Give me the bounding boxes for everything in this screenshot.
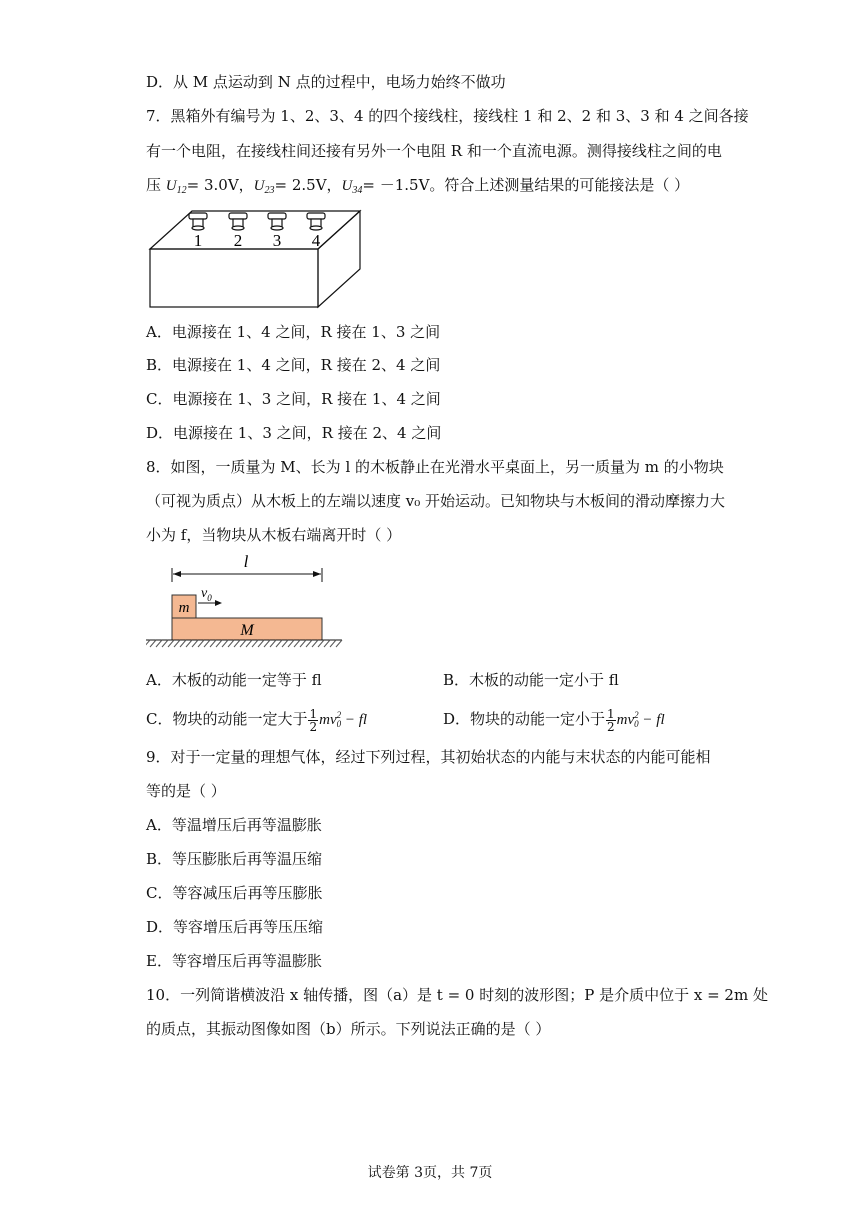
box-side-face bbox=[318, 211, 360, 307]
terminal-label-1: 1 bbox=[193, 231, 203, 250]
q8-option-c[interactable]: C．物块的动能一定大于 $\frac{1}{2}$ mv 2 0 − fl bbox=[146, 706, 368, 734]
black-box-figure bbox=[146, 205, 366, 313]
one-half-fraction: $\frac{1}{2}$ bbox=[309, 706, 318, 734]
q8-option-c-text: C．物块的动能一定大于 bbox=[146, 710, 308, 728]
u34-subscript: 34 bbox=[352, 185, 363, 196]
q8-stem-line-3: 小为 f，当物块从木板右端离开时（ ） bbox=[146, 526, 402, 544]
u12-subscript: 12 bbox=[176, 185, 187, 196]
q7-prefix: 压 bbox=[146, 176, 166, 194]
u12-symbol: U bbox=[165, 178, 177, 194]
q7-option-a[interactable]: A．电源接在 1、4 之间，R 接在 1、3 之间 bbox=[146, 323, 441, 341]
u34-symbol: U bbox=[341, 178, 353, 194]
terminal-post-4 bbox=[307, 213, 325, 230]
q7-option-d[interactable]: D．电源接在 1、3 之间，R 接在 2、4 之间 bbox=[146, 424, 442, 442]
terminal-post-2 bbox=[229, 213, 247, 230]
u12-value: = 3.0V， bbox=[186, 176, 254, 194]
terminal-label-2: 2 bbox=[233, 231, 243, 250]
one-half-fraction: $\frac{1}{2}$ bbox=[607, 706, 615, 734]
terminal-post-3 bbox=[268, 213, 286, 230]
u23-subscript: 23 bbox=[264, 185, 275, 196]
page-footer: 试卷第 3页，共 7页 bbox=[367, 1165, 493, 1181]
q8-option-d-text: D．物块的动能一定小于 bbox=[443, 710, 606, 728]
terminal-label-4: 4 bbox=[311, 231, 321, 250]
q9-option-a[interactable]: A．等温增压后再等温膨胀 bbox=[146, 816, 322, 834]
q8-option-a[interactable]: A．木板的动能一定等于 fl bbox=[146, 671, 322, 689]
board-label: M bbox=[240, 622, 254, 639]
q8-option-b[interactable]: B．木板的动能一定小于 fl bbox=[443, 671, 619, 689]
table-hatching bbox=[146, 640, 342, 647]
q8-stem-line-1: 8．如图，一质量为 M、长为 l 的木板静止在光滑水平桌面上，另一质量为 m 的小物块 bbox=[146, 458, 724, 476]
q9-option-b[interactable]: B．等压膨胀后再等温压缩 bbox=[146, 850, 323, 868]
block-label: m bbox=[178, 600, 190, 616]
q7-option-c[interactable]: C．电源接在 1、3 之间，R 接在 1、4 之间 bbox=[146, 390, 441, 408]
q7-stem-line-3 bbox=[146, 175, 689, 201]
q9-option-e[interactable]: E．等容增压后再等温膨胀 bbox=[146, 952, 322, 970]
q10-stem-line-2: 的质点，其振动图像如图（b）所示。下列说法正确的是（ ） bbox=[146, 1020, 551, 1038]
q7-stem-line-2: 有一个电阻，在接线柱间还接有另外一个电阻 R 和一个直流电源。测得接线柱之间的电 bbox=[146, 142, 722, 160]
q7-option-b[interactable]: B．电源接在 1、4 之间，R 接在 2、4 之间 bbox=[146, 356, 441, 374]
box-top-face bbox=[150, 211, 360, 249]
q7-stem-line-1: 7．黑箱外有编号为 1、2、3、4 的四个接线柱，接线柱 1 和 2、2 和 3、3 和 4 之间各接 bbox=[146, 107, 749, 125]
q9-option-d[interactable]: D．等容增压后再等压压缩 bbox=[146, 918, 324, 936]
terminal-label-3: 3 bbox=[272, 231, 282, 250]
q10-stem-line-1: 10．一列简谐横波沿 x 轴传播，图（a）是 t = 0 时刻的波形图；P 是介质中位于 x = 2m 处 bbox=[146, 986, 768, 1004]
q9-stem-line-1: 9．对于一定量的理想气体，经过下列过程，其初始状态的内能与末状态的内能可能相 bbox=[146, 748, 711, 766]
terminal-post-1 bbox=[189, 213, 207, 230]
q6-option-d[interactable]: D．从 M 点运动到 N 点的过程中，电场力始终不做功 bbox=[146, 73, 506, 91]
u34-value: = －1.5V。符合上述测量结果的可能接法是（ ） bbox=[362, 176, 690, 194]
u23-symbol: U bbox=[253, 178, 265, 194]
length-label: l bbox=[243, 552, 249, 571]
q8-option-d[interactable]: D．物块的动能一定小于 $\frac{1}{2}$ mv 2 0 − fl bbox=[443, 706, 665, 734]
q9-option-c[interactable]: C．等容减压后再等压膨胀 bbox=[146, 884, 323, 902]
velocity-label: $v_0$ bbox=[201, 586, 212, 603]
q9-stem-line-2: 等的是（ ） bbox=[146, 782, 226, 800]
q8-stem-line-2: （可视为质点）从木板上的左端以速度 v₀ 开始运动。已知物块与木板间的滑动摩擦力大 bbox=[146, 492, 726, 510]
board-block-figure bbox=[146, 552, 346, 652]
u23-value: = 2.5V， bbox=[274, 176, 342, 194]
box-front-face bbox=[150, 249, 318, 307]
